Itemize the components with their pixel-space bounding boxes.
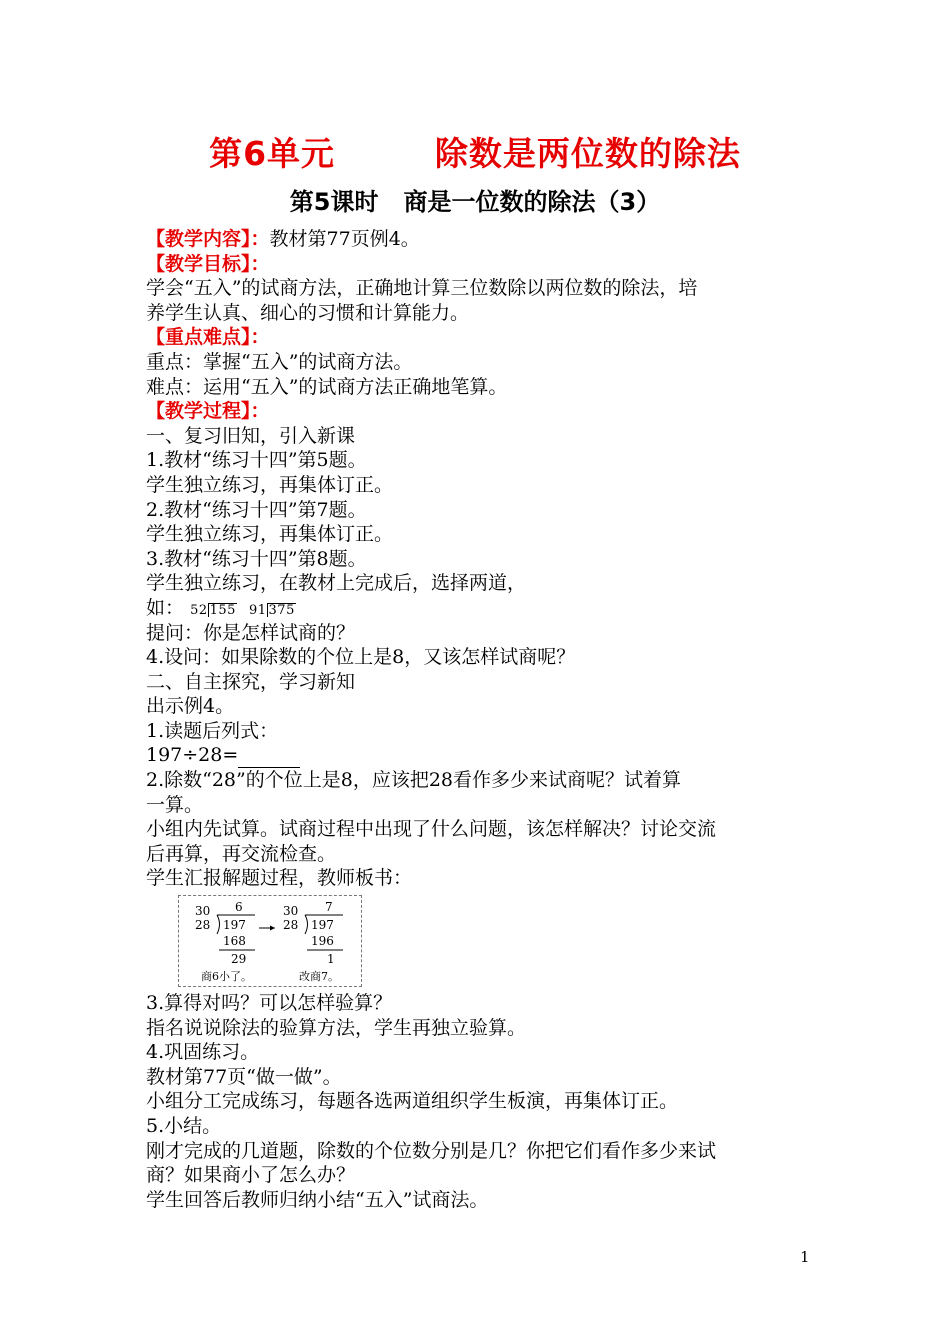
show-example: 出示例4。 xyxy=(146,695,235,718)
point-2-line-2: 一算。 xyxy=(146,793,204,816)
equation-line xyxy=(146,743,816,768)
teaching-content-line xyxy=(146,227,816,252)
point-3-note: 指名说说除法的验算方法，学生再独立验算。 xyxy=(146,1016,527,1039)
right-remainder: 1 xyxy=(327,952,335,967)
teaching-content-label: 【教学内容】： xyxy=(146,228,270,250)
section-1-item-3-note: 学生独立练习，在教材上完成后，选择两道， xyxy=(146,572,527,595)
key-difficult-label: 【重点难点】： xyxy=(146,326,270,349)
teaching-content-text: 教材第77页例4。 xyxy=(269,228,420,250)
left-division-bracket xyxy=(217,915,220,934)
right-caption: 改商7。 xyxy=(299,970,339,984)
lesson-title: 第5课时 商是一位数的除法（3） xyxy=(289,188,661,216)
section-2-title: 二、自主探究，学习新知 xyxy=(146,670,356,693)
question-1: 提问：你是怎样试商的？ xyxy=(146,621,356,644)
point-4-a: 教材第77页“做一做”。 xyxy=(146,1065,342,1088)
right-quotient: 7 xyxy=(325,900,333,915)
section-1-item-1: 1.教材“练习十四”第5题。 xyxy=(146,449,367,472)
process-label: 【教学过程】： xyxy=(146,400,270,423)
equation: 197÷28= xyxy=(146,744,239,767)
point-3: 3.算得对吗？可以怎样验算？ xyxy=(146,992,393,1015)
report-line: 学生汇报解题过程，教师板书： xyxy=(146,867,413,890)
point-4: 4.巩固练习。 xyxy=(146,1041,260,1064)
left-quotient: 6 xyxy=(235,900,243,915)
example-prefix: 如： xyxy=(146,596,185,619)
answer-blank xyxy=(238,749,300,768)
point-4-b: 小组分工完成练习，每题各选两道组织学生板演，再集体订正。 xyxy=(146,1090,679,1113)
point-2-line-1: 2.除数“28”的个位上是8，应该把28看作多少来试商呢？试着算 xyxy=(146,769,681,792)
section-1-item-4: 4.设问：如果除数的个位上是8，又该怎样试商呢？ xyxy=(146,646,576,669)
right-estimate: 30 xyxy=(283,904,299,919)
goal-line-2: 养学生认真、细心的习惯和计算能力。 xyxy=(146,301,470,324)
group-line-1: 小组内先试算。试商过程中出现了什么问题，该怎样解决？讨论交流 xyxy=(146,818,717,841)
difficult-point: 难点：运用“五入”的试商方法正确地笔算。 xyxy=(146,375,508,398)
example-2-dividend: 375 xyxy=(268,602,295,618)
point-5-line-1: 刚才完成的几道题，除数的个位数分别是几？你把它们看作多少来试 xyxy=(146,1139,717,1162)
board-figure-slot xyxy=(146,891,816,991)
example-division-1 xyxy=(190,603,237,618)
right-product: 196 xyxy=(311,934,334,949)
example-1-dividend: 155 xyxy=(209,602,236,618)
example-1-divisor: 52 xyxy=(190,602,208,618)
left-estimate: 30 xyxy=(195,904,211,919)
right-divisor: 28 xyxy=(283,918,299,933)
section-1-item-3: 3.教材“练习十四”第8题。 xyxy=(146,547,367,570)
point-5: 5.小结。 xyxy=(146,1115,222,1137)
teaching-goal-label: 【教学目标】： xyxy=(146,252,270,275)
left-product: 168 xyxy=(223,934,246,949)
page-number: 1 xyxy=(800,1248,810,1266)
long-division-diagram xyxy=(179,896,361,986)
example-2-divisor: 91 xyxy=(248,602,267,618)
left-dividend: 197 xyxy=(223,918,246,933)
board-writing-figure xyxy=(178,895,362,987)
example-division-2 xyxy=(249,603,296,618)
section-1-item-1-note: 学生独立练习，再集体订正。 xyxy=(146,473,394,496)
left-remainder: 29 xyxy=(231,952,247,967)
goal-line-1: 学会“五入”的试商方法，正确地计算三位数除以两位数的除法，培 xyxy=(146,277,698,300)
key-point: 重点：掌握“五入”的试商方法。 xyxy=(146,350,413,373)
right-division-bracket xyxy=(305,915,308,934)
example-line xyxy=(146,596,816,621)
left-divisor: 28 xyxy=(195,918,211,933)
read-and-list: 1.读题后列式： xyxy=(146,719,279,742)
unit-title: 第6单元 除数是两位数的除法 xyxy=(209,134,741,173)
lesson-body xyxy=(146,227,816,1212)
arrow-right-icon xyxy=(270,926,275,931)
group-line-2: 后再算，再交流检查。 xyxy=(146,842,337,865)
section-1-title: 一、复习旧知，引入新课 xyxy=(146,424,356,447)
point-5-line-2: 商？如果商小了怎么办？ xyxy=(146,1164,356,1187)
right-dividend: 197 xyxy=(311,918,334,933)
section-1-item-2-note: 学生独立练习，再集体订正。 xyxy=(146,523,394,546)
section-1-item-2: 2.教材“练习十四”第7题。 xyxy=(146,498,367,521)
left-caption: 商6小了。 xyxy=(201,970,252,984)
point-5-line-3: 学生回答后教师归纳小结“五入”试商法。 xyxy=(146,1188,489,1211)
